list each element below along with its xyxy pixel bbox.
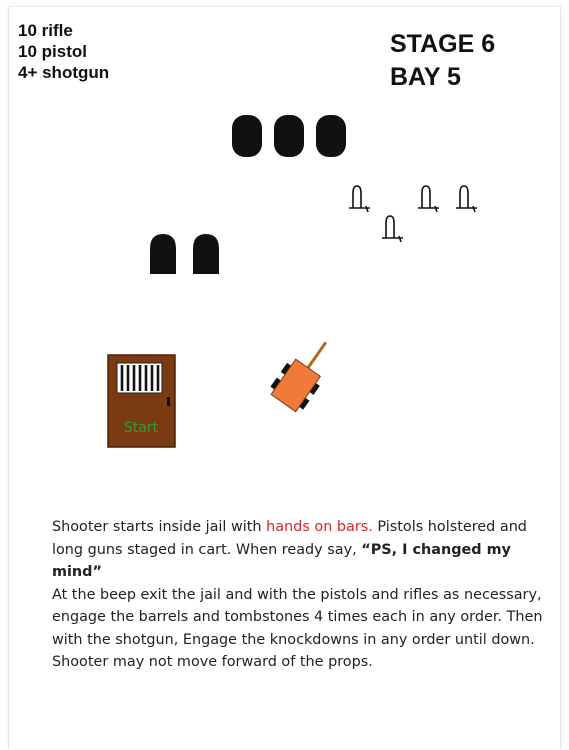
jail-prop — [108, 355, 175, 447]
cart-body — [271, 359, 320, 411]
tombstone-target — [193, 234, 219, 274]
barrel-target — [274, 115, 304, 157]
knockdown-target — [349, 186, 370, 212]
jail-door-handle — [167, 397, 170, 406]
knockdown-target — [456, 186, 477, 212]
bay-label: BAY 5 — [390, 63, 461, 91]
description-paragraph-1 — [34, 516, 544, 584]
pistol-count: 10 pistol — [18, 42, 87, 61]
description-paragraph-2: At the beep exit the jail and with the pistols and rifles as necessary, engage the barrels and tombstones 4 times each in any order. Then with the shotgun, Engage the knockdowns in any order until down. Shooter may not move forward of the props. — [52, 586, 543, 670]
tombstone-targets — [150, 234, 219, 274]
description-text: Shooter starts inside jail with — [52, 519, 267, 535]
start-line-quote: “PS, I changed my mind” — [52, 541, 511, 580]
rifle-count: 10 rifle — [18, 21, 73, 40]
knockdown-target — [418, 186, 439, 212]
knockdown-targets — [349, 186, 477, 242]
barrel-targets — [232, 115, 346, 157]
stage-description — [34, 516, 544, 674]
barrel-target — [316, 115, 346, 157]
highlighted-instruction: hands on bars. — [266, 519, 373, 535]
stage-title: STAGE 6 — [390, 30, 496, 58]
barrel-target — [232, 115, 262, 157]
shotgun-count: 4+ shotgun — [18, 63, 110, 82]
cart-prop — [267, 331, 342, 415]
knockdown-target — [382, 216, 403, 242]
description-text: Pistols holstered and long guns staged in cart. When ready say, — [52, 519, 527, 558]
tombstone-target — [150, 234, 176, 274]
cart-handle — [308, 342, 326, 367]
start-label: Start — [123, 420, 159, 436]
